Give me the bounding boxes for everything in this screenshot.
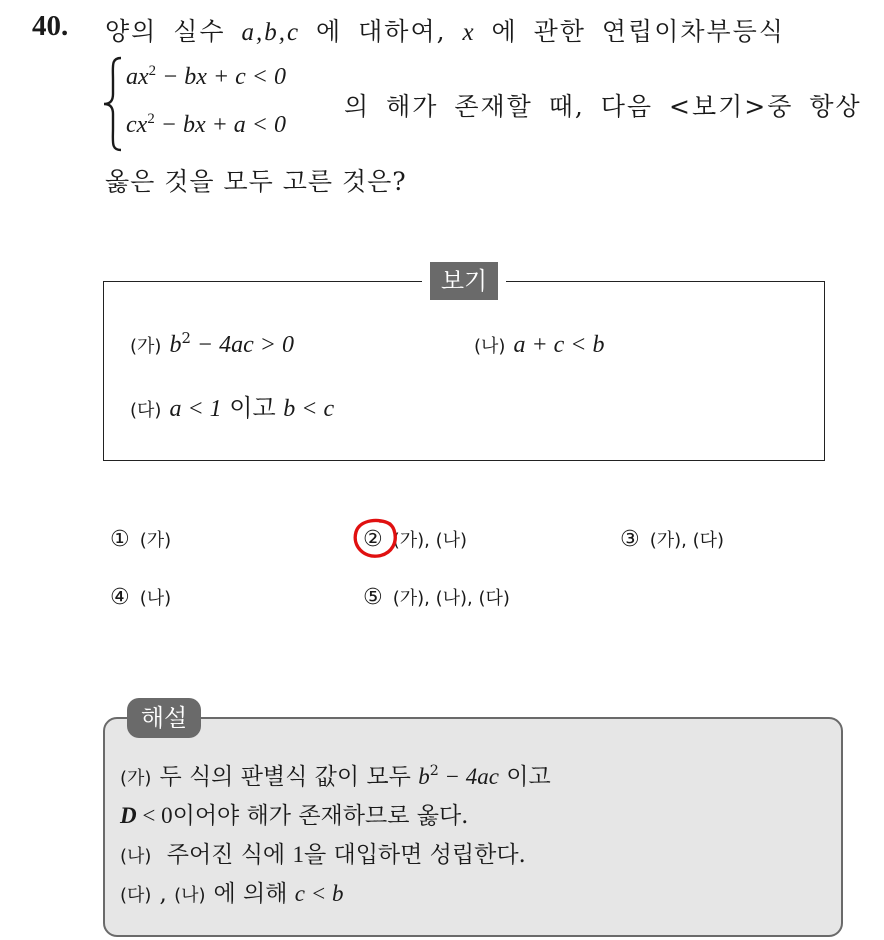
solution-line-3: (나) 주어진 식에 1을 대입하면 성립한다. xyxy=(120,842,526,868)
stem-variable-x: x xyxy=(462,19,476,46)
choice-number: ① xyxy=(110,527,130,552)
solution-line-4: (다) , (나) 에 의해 c < b xyxy=(120,881,344,907)
choice-number: ⑤ xyxy=(363,585,383,610)
choice-label: (가), (나) xyxy=(392,530,468,551)
solution-title: 해설 xyxy=(127,698,201,738)
question-stem-line-1 xyxy=(105,12,785,48)
choice-label: (나) xyxy=(139,588,172,609)
solution-line-1: (가) 두 식의 판별식 값이 모두 $b^2 - 4ac$ 이고 xyxy=(120,763,551,790)
question-stem-line-2: 의 해가 존재할 때, 다음 <보기>중 항상 xyxy=(344,92,862,121)
bogi-title: 보기 xyxy=(430,262,498,300)
inequality-2: $cx^2$ − bx + a < 0 xyxy=(126,110,286,138)
choice-number: ④ xyxy=(110,585,130,610)
choice-label: (가) xyxy=(139,530,172,551)
choice-4[interactable] xyxy=(110,584,171,610)
choice-5[interactable] xyxy=(363,584,510,610)
choice-number: ③ xyxy=(620,527,640,552)
choice-number: ② xyxy=(363,527,383,552)
choice-label: (가), (나), (다) xyxy=(392,588,510,609)
stem-variables: a,b,c xyxy=(241,19,301,46)
bogi-item-da: (다) a < 1 이고 b < c xyxy=(130,394,335,422)
inequality-1: $ax^2$ − bx + c < 0 xyxy=(126,62,286,90)
bogi-marker: (나) xyxy=(474,336,506,357)
inequality-system xyxy=(100,56,330,152)
bogi-box xyxy=(103,281,825,461)
solution-marker: (나) xyxy=(120,846,152,867)
question-stem-line-3: 옳은 것을 모두 고른 것은? xyxy=(105,167,407,196)
choice-3[interactable] xyxy=(620,526,724,552)
stem-text: 에 대하여, xyxy=(300,17,463,46)
solution-marker: (가) xyxy=(120,768,152,789)
bogi-item-ga: (가) $b^2 - 4ac > 0$ xyxy=(130,328,294,358)
stem-text: 양의 실수 xyxy=(105,17,242,46)
stem-text: 에 관한 연립이차부등식 xyxy=(475,17,785,46)
choice-1[interactable] xyxy=(110,526,171,552)
answer-circle-icon xyxy=(350,516,402,562)
bogi-marker: (가) xyxy=(130,336,162,357)
bogi-marker: (다) xyxy=(130,400,162,421)
question-number: 40. xyxy=(32,10,69,42)
solution-marker: (다) xyxy=(120,885,152,906)
left-brace-icon xyxy=(102,56,124,152)
choice-label: (가), (다) xyxy=(649,530,725,551)
solution-line-2: D < 0이어야 해가 존재하므로 옳다. xyxy=(120,803,469,829)
bogi-item-na: (나) a + c < b xyxy=(474,332,605,358)
solution-marker: (나) xyxy=(174,885,206,906)
